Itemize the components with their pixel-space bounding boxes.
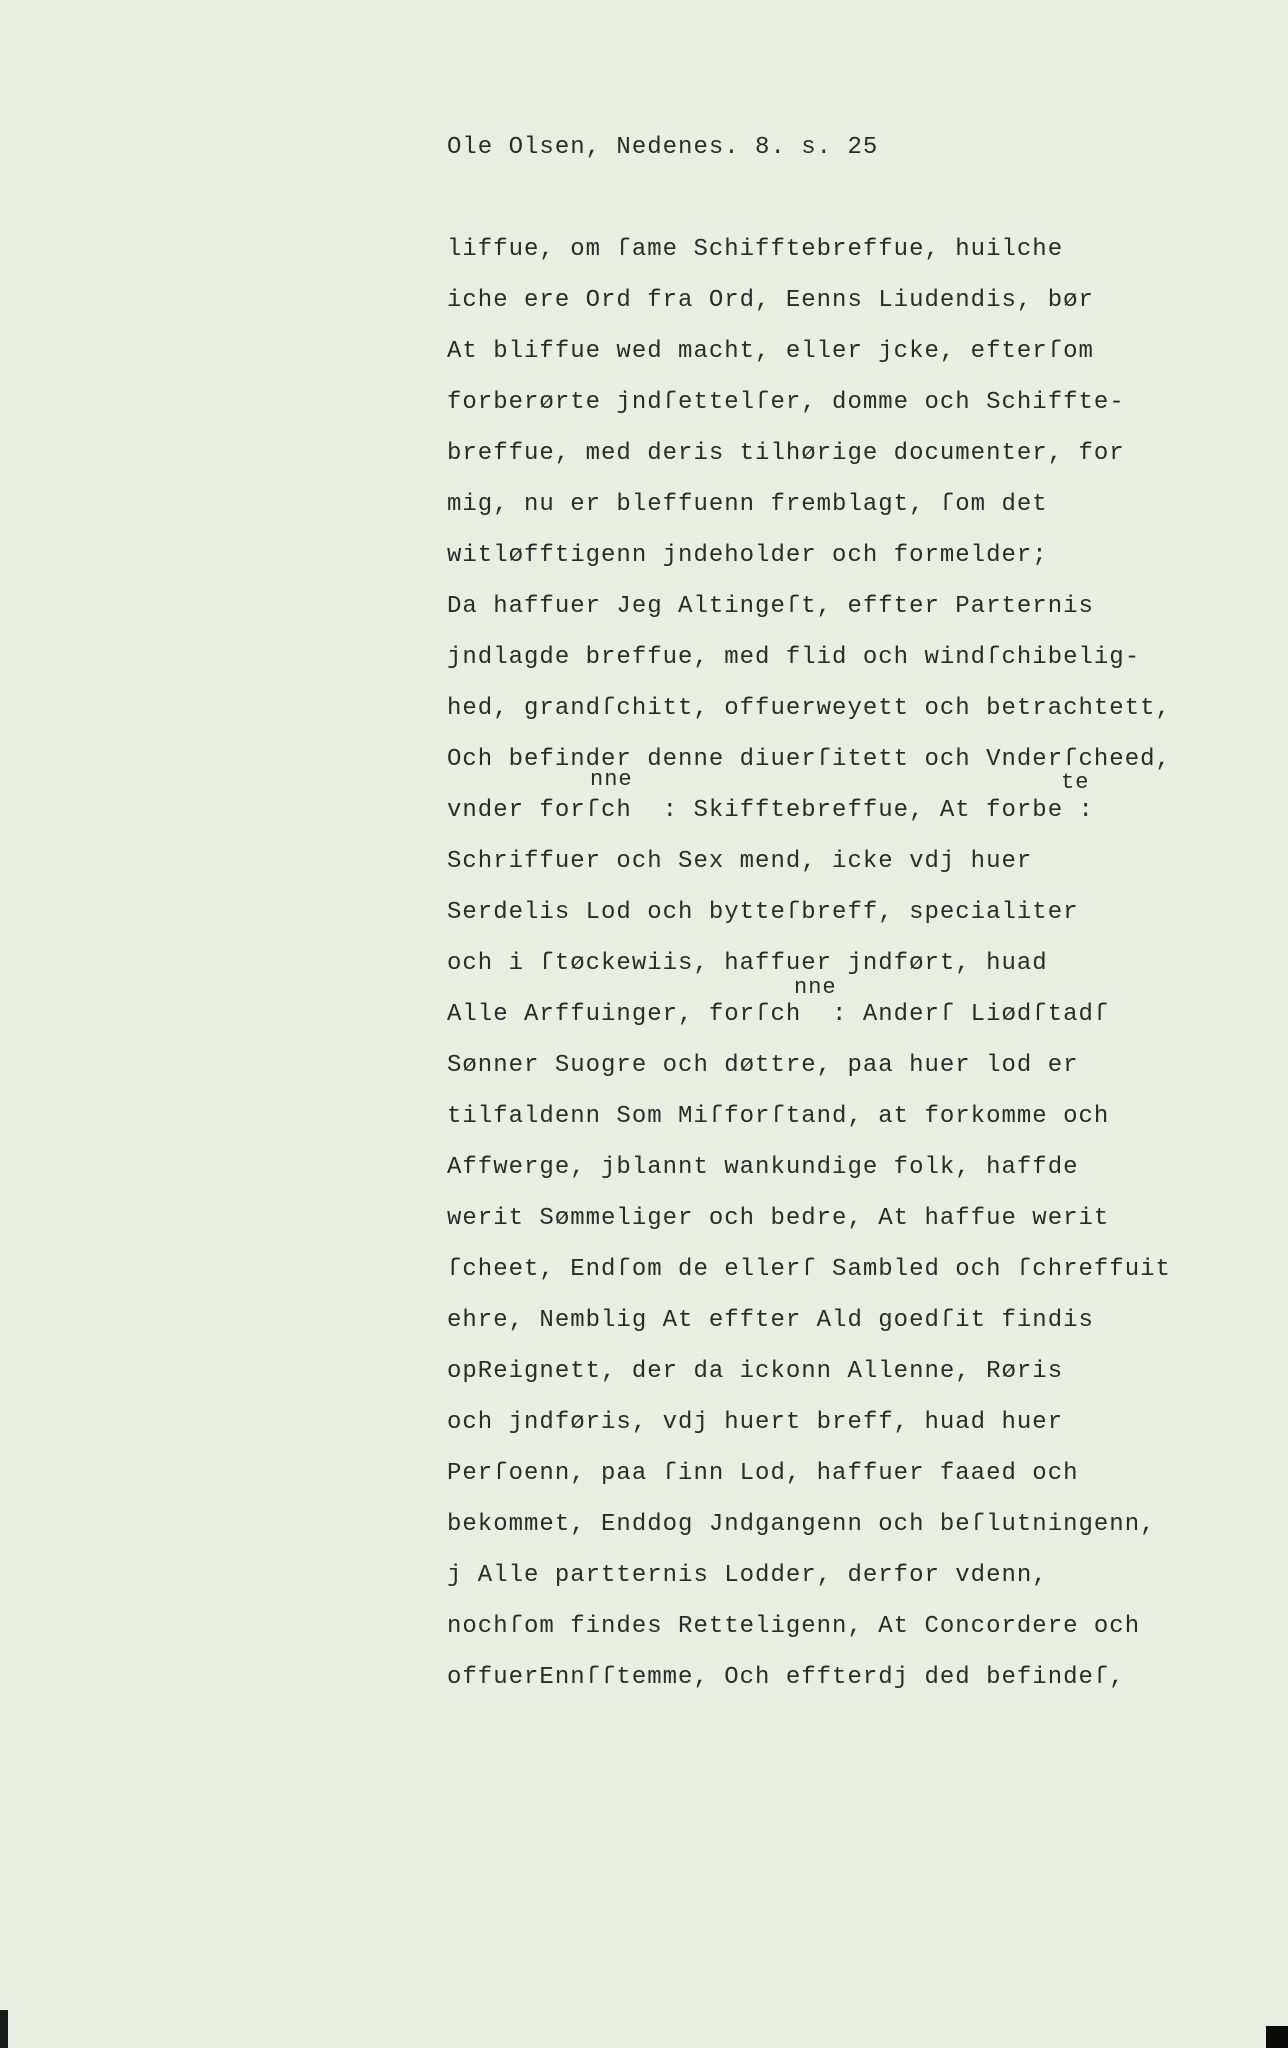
scan-corner-mark (1266, 2026, 1288, 2048)
superscript-abbreviation: nne (794, 975, 837, 1000)
scan-edge-mark (0, 2010, 8, 2048)
text-line: offuerEnnſſtemme, Och effterdj ded befindeſ, (447, 1664, 1125, 1691)
text-line: j Alle partternis Lodder, derfor vdenn, (447, 1562, 1048, 1589)
text-line: vnder forſch : Skifftebreffue, At forbe : (447, 797, 1094, 824)
transcribed-text (447, 230, 1171, 1709)
text-line: jndlagde breffue, med flid och windſchibelig- (447, 644, 1141, 671)
text-line: Serdelis Lod och bytteſbreff, specialiter (447, 899, 1079, 926)
text-line: Sønner Suogre och døttre, paa huer lod er (447, 1052, 1079, 1079)
text-line: nochſom findes Retteligenn, At Concordere och (447, 1613, 1141, 1640)
text-line: Da haffuer Jeg Altingeſt, effter Parternis (447, 593, 1094, 620)
text-line: hed, grandſchitt, offuerweyett och betrachtett, (447, 695, 1171, 722)
text-line: forberørte jndſettelſer, domme och Schiffte- (447, 389, 1125, 416)
text-line: witløfftigenn jndeholder och formelder; (447, 542, 1048, 569)
text-line: Affwerge, jblannt wankundige folk, haffde (447, 1154, 1079, 1181)
text-line: ſcheet, Endſom de ellerſ Sambled och ſchreffuit (447, 1256, 1171, 1283)
superscript-abbreviation: te (1061, 770, 1090, 795)
text-line: mig, nu er bleffuenn fremblagt, ſom det (447, 491, 1048, 518)
page-header: Ole Olsen, Nedenes. 8. s. 25 (447, 134, 879, 161)
text-line: Schriffuer och Sex mend, icke vdj huer (447, 848, 1033, 875)
text-line: liffue, om ſame Schifftebreffue, huilche (447, 236, 1064, 263)
text-line: Alle Arffuinger, forſch : Anderſ Liødſtadſ (447, 1001, 1110, 1028)
text-line: och jndføris, vdj huert breff, huad huer (447, 1409, 1064, 1436)
superscript-abbreviation: nne (590, 767, 633, 792)
text-line: ehre, Nemblig At effter Ald goedſit findis (447, 1307, 1094, 1334)
text-line: tilfaldenn Som Miſforſtand, at forkomme och (447, 1103, 1110, 1130)
text-line: bekommet, Enddog Jndgangenn och beſlutningenn, (447, 1511, 1156, 1538)
text-line: opReignett, der da ickonn Allenne, Røris (447, 1358, 1064, 1385)
text-line: Och befinder denne diuerſitett och Vnderſcheed, (447, 746, 1171, 773)
text-line: iche ere Ord fra Ord, Eenns Liudendis, bør (447, 287, 1094, 314)
text-line: breffue, med deris tilhørige documenter, for (447, 440, 1125, 467)
text-line: At bliffue wed macht, eller jcke, efterſom (447, 338, 1094, 365)
text-line: Perſoenn, paa ſinn Lod, haffuer faaed och (447, 1460, 1079, 1487)
text-line: werit Sømmeliger och bedre, At haffue werit (447, 1205, 1110, 1232)
text-line: och i ſtøckewiis, haffuer jndført, huad (447, 950, 1048, 977)
